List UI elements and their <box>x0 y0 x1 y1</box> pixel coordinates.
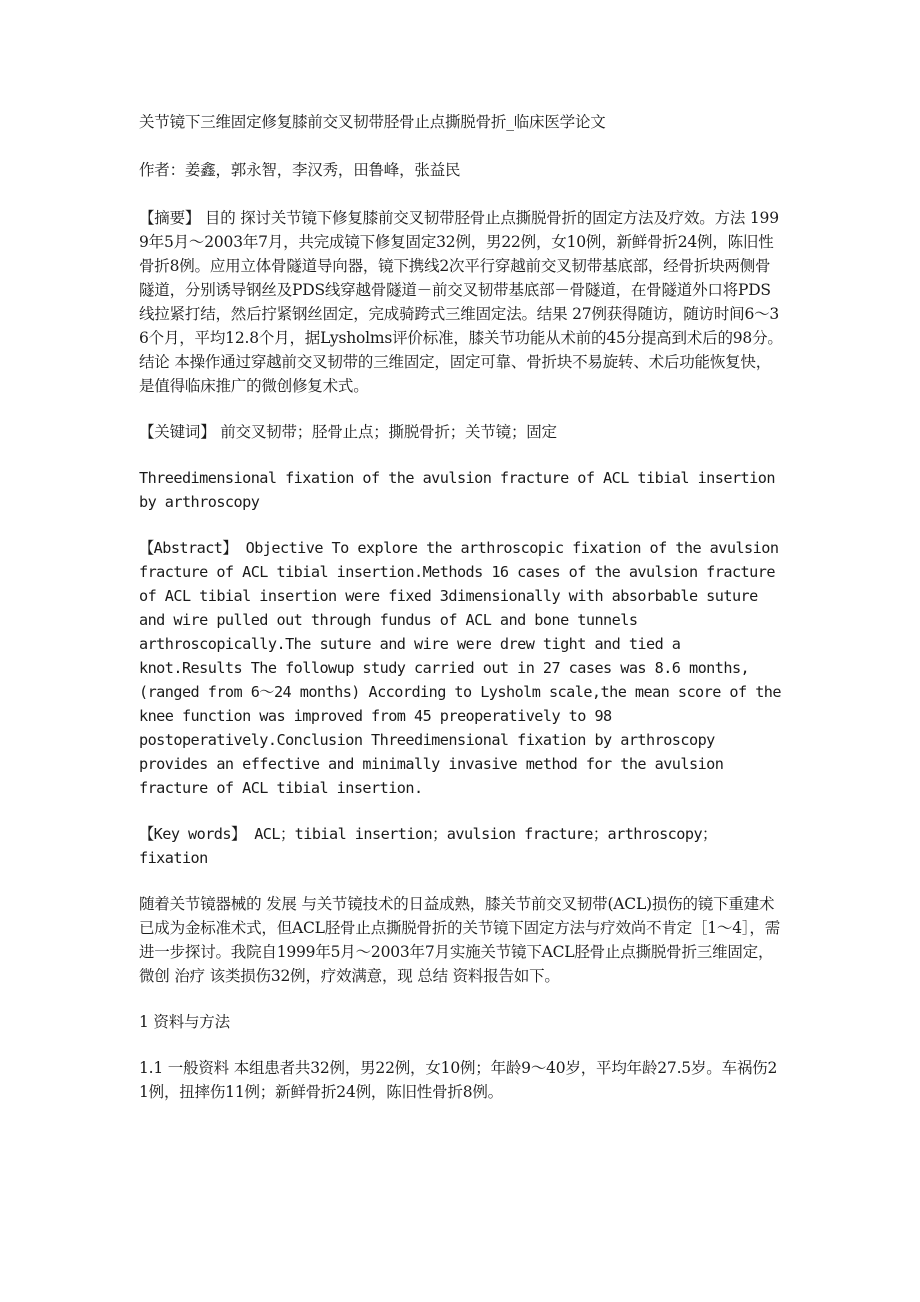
introduction-paragraph: 随着关节镜器械的 发展 与关节镜技术的日益成熟，膝关节前交叉韧带(ACL)损伤的镜下重建术已成为金标准术式，但ACL胫骨止点撕脱骨折的关节镜下固定方法与疗效尚不肯定［1～4］，需进一步探讨。我院自1999年5月～2003年7月实施关节镜下ACL胫骨止点撕脱骨折三维固定，微创 治疗 该类损伤32例，疗效满意，现 总结 资料报告如下。 <box>139 895 781 985</box>
abstract-en-text: Objective To explore the arthroscopic fixation of the avulsion fracture of ACL tibial insertion.Methods 16 cases of the avulsion fracture of ACL tibial insertion were fixed 3dimensionally with absorbable suture and wire pulled out through fundus of ACL and bone tunnels arthroscopically.The suture and wire were drew tight and tied a knot.Results The followup study carried out in 27 cases was 8.6 months,(ranged from 6～24 months) According to Lysholm scale,the mean score of the knee function was improved from 45 preoperatively to 98 postoperatively.Conclusion Threedimensional fixation by arthroscopy provides an effective and minimally invasive method for the avulsion fracture of ACL tibial insertion. <box>139 539 781 797</box>
keywords-en <box>139 822 784 870</box>
keywords-en-label: 【Key words】 <box>139 825 246 843</box>
section-heading-materials-methods: 1 资料与方法 <box>139 1013 230 1031</box>
abstract-cn-text: 目的 探讨关节镜下修复膝前交叉韧带胫骨止点撕脱骨折的固定方法及疗效。方法 1999年5月～2003年7月，共完成镜下修复固定32例，男22例，女10例，新鲜骨折24例，陈旧性骨折8例。应用立体骨隧道导向器，镜下携线2次平行穿越前交叉韧带基底部，经骨折块两侧骨隧道，分别诱导钢丝及PDS线穿越骨隧道－前交叉韧带基底部－骨隧道，在骨隧道外口将PDS线拉紧打结，然后拧紧钢丝固定，完成骑跨式三维固定法。结果 27例获得随访，随访时间6～36个月，平均12.8个月，据Lysholms评价标准，膝关节功能从术前的45分提高到术后的98分。结论 本操作通过穿越前交叉韧带的三维固定，固定可靠、骨折块不易旋转、术后功能恢复快，是值得临床推广的微创修复术式。 <box>139 209 783 395</box>
document-page <box>139 110 784 1126</box>
author-list: 作者：姜鑫，郭永智，李汉秀，田鲁峰，张益民 <box>139 161 461 179</box>
section-general-data: 1.1 一般资料 本组患者共32例，男22例，女10例；年龄9～40岁，平均年龄27.5岁。车祸伤21例，扭摔伤11例；新鲜骨折24例，陈旧性骨折8例。 <box>139 1059 778 1101</box>
abstract-cn-label: 【摘要】 <box>139 209 201 227</box>
keywords-cn-label: 【关键词】 <box>139 423 216 441</box>
abstract-en <box>139 536 784 800</box>
abstract-en-label: 【Abstract】 <box>139 539 238 557</box>
keywords-cn-text: 前交叉韧带；胫骨止点；撕脱骨折；关节镜；固定 <box>215 423 557 441</box>
english-title: Threedimensional fixation of the avulsion fracture of ACL tibial insertion by arthroscopy <box>139 469 775 511</box>
paper-title: 关节镜下三维固定修复膝前交叉韧带胫骨止点撕脱骨折_临床医学论文 <box>139 113 606 131</box>
abstract-cn <box>139 206 784 398</box>
keywords-cn <box>139 420 784 444</box>
keywords-en-text: ACL；tibial insertion；avulsion fracture；arthroscopy；fixation <box>139 825 717 867</box>
